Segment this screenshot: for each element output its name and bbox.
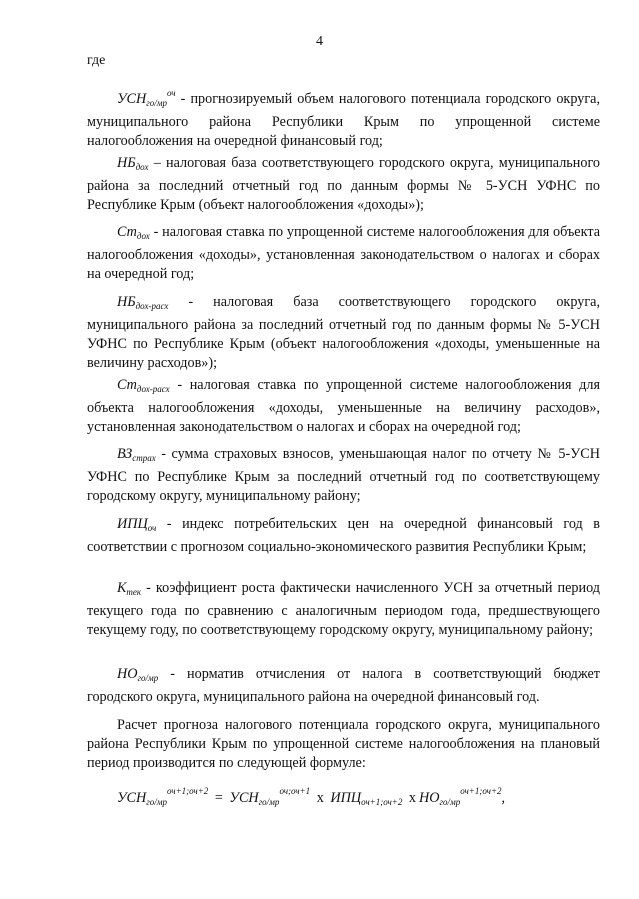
definition-paragraph bbox=[87, 445, 600, 506]
definition-term: $Ст_{дох}$ bbox=[117, 224, 150, 241]
definition-paragraph bbox=[87, 376, 600, 437]
definition-term: $НБ_{дох}$ bbox=[117, 155, 149, 172]
formula: $УСН_{го/мр}^{оч+1;оч+2} = УСН_{го/мр}^{оч;оч+1}$ x $ИПЦ_{оч+1;оч+2}$ x $НО_{го/мр}^{оч+1;оч+2}$, bbox=[117, 786, 506, 807]
definition-text: - прогнозируемый объем налогового потенциала городского округа, муниципального района Республики Крым по упрощенной системе налогообложения на очередной финансовый год; bbox=[87, 91, 600, 149]
definition-paragraph bbox=[87, 515, 600, 557]
page-number: 4 bbox=[316, 34, 323, 49]
definition-paragraph bbox=[87, 154, 600, 215]
definition-paragraph bbox=[87, 665, 600, 707]
definition-paragraph bbox=[87, 579, 600, 640]
definition-text: – налоговая база соответствующего городского округа, муниципального района за последний отчетный год по данным формы № 5-УСН УФНС по Республике Крым (объект налогообложения «доходы»); bbox=[87, 155, 600, 213]
definition-paragraph bbox=[87, 223, 600, 284]
definition-term: $НО_{го/мр}$ bbox=[117, 666, 159, 683]
definition-term: $ВЗ_{страх}$ bbox=[117, 446, 156, 463]
definition-text: - индекс потребительских цен на очередной финансовый год в соответствии с прогнозом социально-экономического развития Республики Крым; bbox=[87, 516, 600, 555]
definition-paragraph bbox=[87, 84, 600, 151]
definition-term: $К_{тек}$ bbox=[117, 580, 142, 597]
definition-paragraph bbox=[87, 293, 600, 373]
calculation-paragraph: Расчет прогноза налогового потенциала городского округа, муниципального района Республики Крым по упрощенной системе налогообложения на плановый период производится по следующей формуле: bbox=[87, 717, 600, 771]
definition-text: - коэффициент роста фактически начисленного УСН за отчетный период текущего года по сравнению с аналогичным периодом года, предшествующего текущему году, по соответствующему городскому округу, муниципальному району; bbox=[87, 580, 600, 638]
definition-text: - сумма страховых взносов, уменьшающая налог по отчету № 5-УСН УФНС по Республике Крым за последний отчетный год по соответствующему городскому округу, муниципальному району; bbox=[87, 446, 600, 504]
definition-text: - налоговая ставка по упрощенной системе налогообложения для объекта налогообложения «доходы», установленная законодательством о налогах и сборах на очередной год; bbox=[87, 224, 600, 282]
definition-text: - норматив отчисления от налога в соответствующий бюджет городского округа, муниципального района на очередной финансовый год. bbox=[87, 666, 600, 705]
definition-term: $ИПЦ_{оч}$ bbox=[117, 516, 157, 533]
definition-text: - налоговая ставка по упрощенной системе налогообложения для объекта налогообложения «доходы, уменьшенные на величину расходов», установленная законодательством о налогах и сборах на очередной год; bbox=[87, 377, 600, 435]
definition-term: $УСН_{го/мр}^{оч}$ bbox=[117, 88, 176, 108]
definition-text: - налоговая база соответствующего городского округа, муниципального района за последний отчетный год по данным формы № 5-УСН УФНС по Республике Крым (объект налогообложения «доходы, уменьшенные на величину расходов»); bbox=[87, 294, 600, 371]
definition-term: $НБ_{дох-расх}$ bbox=[117, 294, 169, 311]
definition-term: $Ст_{дох-расх}$ bbox=[117, 377, 170, 394]
intro-word: где bbox=[87, 53, 106, 68]
